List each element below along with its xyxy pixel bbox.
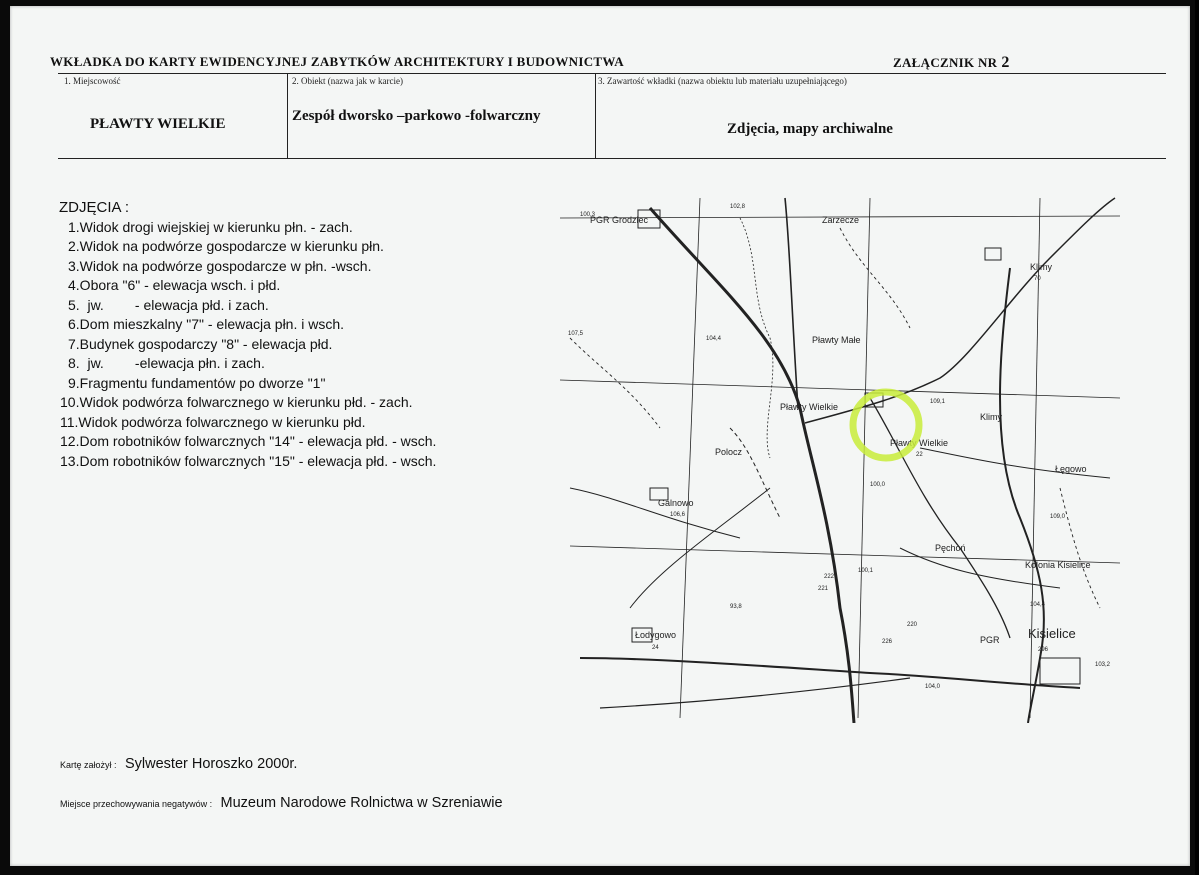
photo-item: 2.Widok na podwórze gospodarcze w kierunku płn. xyxy=(68,238,384,254)
map-elevation: 222 xyxy=(824,574,835,580)
storage-value: Muzeum Narodowe Rolnictwa w Szreniawie xyxy=(220,795,503,811)
storage-line xyxy=(60,794,503,812)
photo-item: 4.Obora "6" - elewacja wsch. i płd. xyxy=(68,277,281,293)
map-label: Kisielice xyxy=(1028,626,1076,641)
object-label: 2. Obiekt (nazwa jak w karcie) xyxy=(292,76,403,86)
map-elevation: 221 xyxy=(818,586,829,592)
map-label: Pławty Wielkie xyxy=(780,402,839,412)
map-elevation: 100,1 xyxy=(858,568,874,574)
map-elevation: 104,4 xyxy=(1030,602,1046,608)
map-label: Klimy xyxy=(980,412,1002,422)
map-label: Pławty Wielkie xyxy=(890,438,949,448)
photo-item: 8. jw. -elewacja płn. i zach. xyxy=(68,355,265,371)
annex-text: ZAŁĄCZNIK NR xyxy=(893,55,998,70)
annex-label xyxy=(893,54,1010,72)
field-divider-2 xyxy=(595,73,596,159)
photo-item: 6.Dom mieszkalny "7" - elewacja płn. i wsch. xyxy=(68,316,345,332)
photo-item: 1.Widok drogi wiejskiej w kierunku płn. - zach. xyxy=(68,218,353,235)
map-elevation: 109,1 xyxy=(930,399,946,405)
photo-item: 13.Dom robotników folwarcznych "15" - elewacja płd. - wsch. xyxy=(60,452,437,469)
storage-label: Miejsce przechowywania negatywów : xyxy=(60,799,213,809)
form-title: WKŁADKA DO KARTY EWIDENCYJNEJ ZABYTKÓW ARCHITEKTURY I BUDOWNICTWA xyxy=(50,54,624,69)
map-elevation: 100,3 xyxy=(580,212,596,218)
fields-bottom-rule xyxy=(58,158,1166,159)
photo-item: 9.Fragmentu fundamentów po dworze "1" xyxy=(68,374,326,391)
map-elevation: 102,8 xyxy=(730,204,746,210)
photo-item: 10.Widok podwórza folwarcznego w kierunku płd. - zach. xyxy=(60,394,413,410)
map-elevation: 24 xyxy=(652,645,659,651)
map-elevation: 22 xyxy=(916,452,923,458)
map-label: PGR Grodziec xyxy=(590,215,649,225)
locality-value: PŁAWTY WIELKIE xyxy=(90,116,226,132)
header-rule xyxy=(58,73,1166,74)
map-elevation: 296 xyxy=(1038,647,1049,653)
map-label: Klimy xyxy=(1030,262,1052,272)
map-label: Pławty Małe xyxy=(812,335,861,345)
map-elevation: 220 xyxy=(907,622,918,628)
photos-list xyxy=(50,218,436,472)
map-elevation: 103,2 xyxy=(1095,662,1111,668)
contents-value: Zdjęcia, mapy archiwalne xyxy=(727,121,893,137)
author-line xyxy=(60,755,297,773)
map-elevation: 70 xyxy=(1034,276,1041,282)
photo-item: 5. jw. - elewacja płd. i zach. xyxy=(68,296,269,313)
archival-map xyxy=(540,188,1120,723)
map-elevation: 106,6 xyxy=(670,512,686,518)
map-label: Kolonia Kisielice xyxy=(1025,560,1091,570)
map-elevation: 104,0 xyxy=(925,684,941,690)
contents-label: 3. Zawartość wkładki (nazwa obiektu lub materiału uzupełniającego) xyxy=(598,76,847,86)
author-label: Kartę założył : xyxy=(60,760,117,770)
map-label: Zarzecze xyxy=(822,215,860,225)
map-elevation: 226 xyxy=(882,639,893,645)
author-value: Sylwester Horoszko 2000r. xyxy=(124,756,298,772)
map-label: Polocz xyxy=(715,447,743,457)
photos-section xyxy=(50,198,436,471)
photos-heading: ZDJĘCIA : xyxy=(59,199,130,216)
map-elevation: 93,8 xyxy=(730,604,742,610)
scan-edge xyxy=(1195,0,1199,875)
field-divider-1 xyxy=(287,73,288,159)
map-label: Łodygowo xyxy=(635,630,677,640)
map-elevation: 107,5 xyxy=(568,331,584,337)
map-elevation: 104,4 xyxy=(706,336,722,342)
photo-item: 12.Dom robotników folwarcznych "14" - elewacja płd. - wsch. xyxy=(60,433,437,449)
map-label: Pęchoń xyxy=(935,543,966,553)
photo-item: 7.Budynek gospodarczy "8" - elewacja płd. xyxy=(68,335,333,352)
map-elevation: 109,0 xyxy=(1050,514,1066,520)
map-label: Łęgowo xyxy=(1055,464,1087,474)
photo-item: 11.Widok podwórza folwarcznego w kierunku płd. xyxy=(60,413,366,430)
photo-item: 3.Widok na podwórze gospodarcze w płn. -wsch. xyxy=(68,257,372,274)
map-label: Galnowo xyxy=(658,498,694,508)
object-value: Zespół dworsko –parkowo -folwarczny xyxy=(292,108,541,124)
map-elevation: 100,0 xyxy=(870,482,886,488)
annex-number: 2 xyxy=(1001,54,1010,71)
locality-label: 1. Miejscowość xyxy=(64,76,121,86)
map-label: PGR xyxy=(980,635,1000,645)
